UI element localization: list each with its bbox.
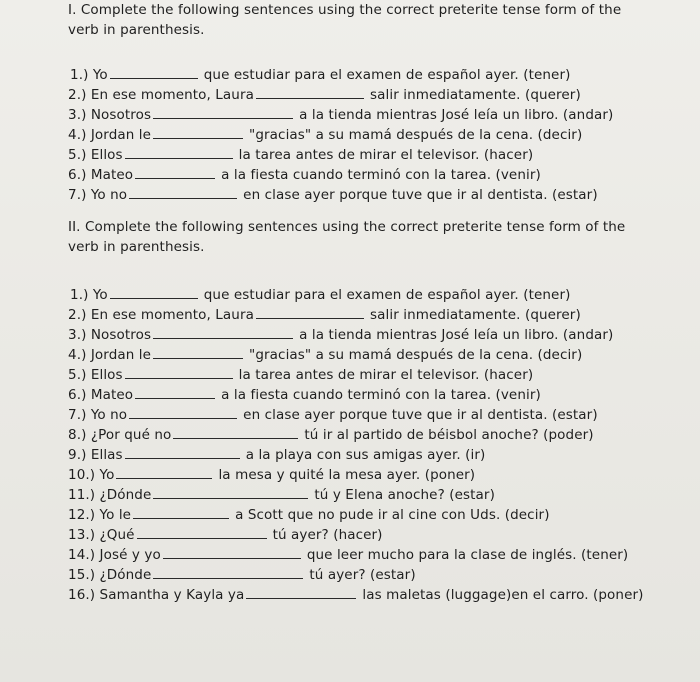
item-prefix: 5.) Ellos [68, 147, 123, 163]
item-prefix: 4.) Jordan le [68, 127, 152, 143]
item-prefix: 2.) En ese momento, Laura [68, 307, 254, 323]
section-1-heading-line-1: I. Complete the following sentences using the correct preterite tense form of the [68, 2, 622, 18]
item-suffix: salir inmediatamente. (querer) [369, 87, 581, 103]
item-suffix: en clase ayer porque tuve que ir al dentista. (estar) [243, 407, 598, 423]
item-prefix: 2.) En ese momento, Laura [68, 87, 254, 103]
section-2-item-15 [68, 566, 416, 584]
section-1-item-7 [68, 186, 598, 204]
item-prefix: 12.) Yo le [68, 507, 132, 523]
section-2-item-5 [68, 366, 533, 384]
item-suffix: que leer mucho para la clase de inglés. (tener) [306, 547, 629, 563]
item-suffix: que estudiar para el examen de español ayer. (tener) [203, 67, 571, 83]
section-2-item-11 [68, 486, 495, 504]
answer-blank[interactable] [153, 346, 243, 359]
answer-blank[interactable] [116, 466, 212, 479]
item-suffix: tú y Elena anoche? (estar) [314, 487, 495, 503]
answer-blank[interactable] [110, 66, 198, 79]
section-2-item-6 [68, 386, 541, 404]
item-prefix: 13.) ¿Qué [68, 527, 135, 543]
section-2-item-3 [68, 326, 613, 344]
item-prefix: 7.) Yo no [68, 407, 128, 423]
item-prefix: 1.) Yo [70, 67, 108, 83]
section-1-item-1 [70, 66, 570, 84]
item-prefix: 6.) Mateo [68, 387, 134, 403]
section-2-item-8 [68, 426, 594, 444]
section-1-heading [68, 0, 683, 40]
item-prefix: 11.) ¿Dónde [68, 487, 152, 503]
item-suffix: a la tienda mientras José leía un libro. (andar) [299, 107, 614, 123]
answer-blank[interactable] [153, 326, 293, 339]
item-suffix: tú ayer? (estar) [309, 567, 416, 583]
section-1-item-3 [68, 106, 613, 124]
section-1-item-4 [68, 126, 582, 144]
item-prefix: 3.) Nosotros [68, 327, 152, 343]
answer-blank[interactable] [137, 526, 267, 539]
answer-blank[interactable] [246, 586, 356, 599]
item-prefix: 14.) José y yo [68, 547, 161, 563]
answer-blank[interactable] [135, 166, 215, 179]
answer-blank[interactable] [135, 386, 215, 399]
answer-blank[interactable] [163, 546, 301, 559]
item-prefix: 6.) Mateo [68, 167, 134, 183]
section-2-item-9 [68, 446, 485, 464]
section-2-heading-line-2: verb in parenthesis. [68, 239, 205, 255]
answer-blank[interactable] [153, 106, 293, 119]
answer-blank[interactable] [153, 566, 303, 579]
section-2-item-14 [68, 546, 628, 564]
section-2-item-4 [68, 346, 582, 364]
section-2-item-13 [68, 526, 383, 544]
answer-blank[interactable] [129, 406, 237, 419]
answer-blank[interactable] [256, 86, 364, 99]
item-prefix: 10.) Yo [68, 467, 115, 483]
item-prefix: 3.) Nosotros [68, 107, 152, 123]
item-suffix: a la tienda mientras José leía un libro. (andar) [299, 327, 614, 343]
answer-blank[interactable] [125, 146, 233, 159]
item-suffix: que estudiar para el examen de español ayer. (tener) [203, 287, 571, 303]
section-1-item-2 [68, 86, 581, 104]
answer-blank[interactable] [153, 486, 308, 499]
item-suffix: salir inmediatamente. (querer) [369, 307, 581, 323]
item-suffix: la tarea antes de mirar el televisor. (hacer) [238, 367, 534, 383]
answer-blank[interactable] [125, 446, 240, 459]
item-prefix: 4.) Jordan le [68, 347, 152, 363]
section-2-item-10 [68, 466, 475, 484]
item-prefix: 15.) ¿Dónde [68, 567, 152, 583]
section-2-item-1 [70, 286, 570, 304]
item-suffix: a la playa con sus amigas ayer. (ir) [245, 447, 486, 463]
item-prefix: 16.) Samantha y Kayla ya [68, 587, 245, 603]
section-2-item-2 [68, 306, 581, 324]
item-suffix: tú ayer? (hacer) [272, 527, 383, 543]
item-prefix: 7.) Yo no [68, 187, 128, 203]
section-2-heading [68, 217, 683, 257]
answer-blank[interactable] [125, 366, 233, 379]
item-suffix: en clase ayer porque tuve que ir al dentista. (estar) [243, 187, 598, 203]
answer-blank[interactable] [256, 306, 364, 319]
answer-blank[interactable] [133, 506, 229, 519]
item-suffix: las maletas (luggage)en el carro. (poner) [362, 587, 644, 603]
item-suffix: a la fiesta cuando terminó con la tarea. (venir) [221, 167, 541, 183]
section-1-item-6 [68, 166, 541, 184]
answer-blank[interactable] [110, 286, 198, 299]
section-2-heading-line-1: II. Complete the following sentences using the correct preterite tense form of the [68, 219, 626, 235]
item-suffix: tú ir al partido de béisbol anoche? (poder) [304, 427, 594, 443]
item-prefix: 1.) Yo [70, 287, 108, 303]
item-prefix: 8.) ¿Por qué no [68, 427, 172, 443]
item-suffix: a Scott que no pude ir al cine con Uds. (decir) [235, 507, 550, 523]
section-2-item-12 [68, 506, 550, 524]
item-suffix: a la fiesta cuando terminó con la tarea. (venir) [221, 387, 541, 403]
item-suffix: la tarea antes de mirar el televisor. (hacer) [238, 147, 534, 163]
item-prefix: 9.) Ellas [68, 447, 123, 463]
answer-blank[interactable] [173, 426, 298, 439]
item-suffix: "gracias" a su mamá después de la cena. (decir) [249, 347, 583, 363]
section-1-heading-line-2: verb in parenthesis. [68, 22, 205, 38]
item-suffix: la mesa y quité la mesa ayer. (poner) [218, 467, 476, 483]
item-prefix: 5.) Ellos [68, 367, 123, 383]
section-2-item-16 [68, 586, 644, 604]
answer-blank[interactable] [153, 126, 243, 139]
item-suffix: "gracias" a su mamá después de la cena. (decir) [249, 127, 583, 143]
section-2-item-7 [68, 406, 598, 424]
section-1-item-5 [68, 146, 533, 164]
answer-blank[interactable] [129, 186, 237, 199]
